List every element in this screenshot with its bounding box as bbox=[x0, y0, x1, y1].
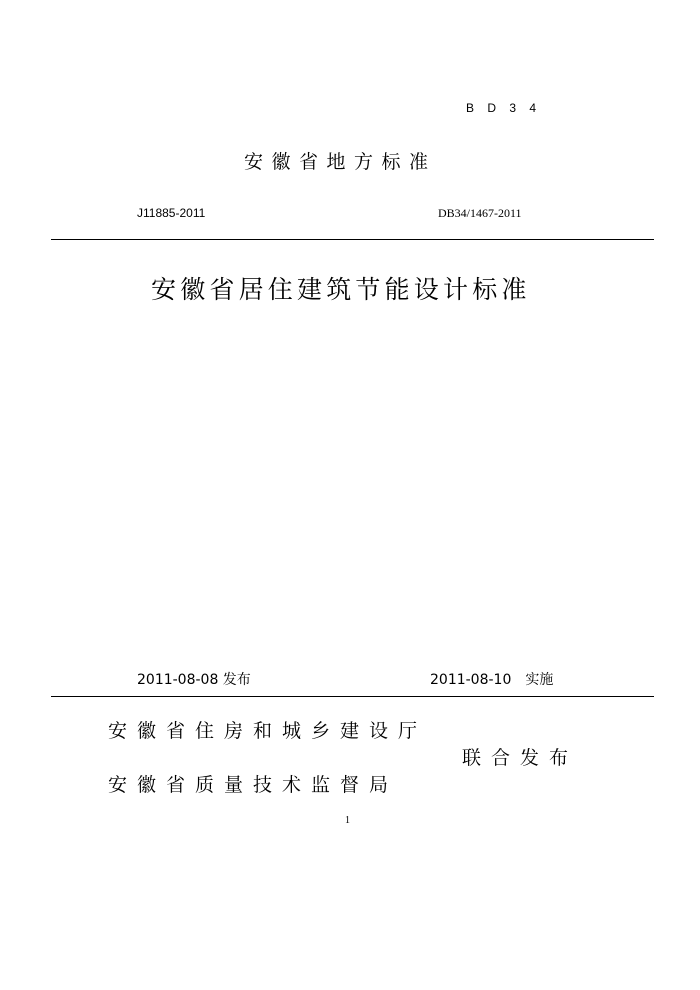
document-title: 安徽省居住建筑节能设计标准 bbox=[151, 275, 531, 304]
bottom-divider bbox=[51, 696, 654, 697]
standard-number: DB34/1467-2011 bbox=[438, 206, 522, 220]
classification-code: B D 3 4 bbox=[466, 101, 542, 115]
issuer-quality-bureau: 安徽省质量技术监督局 bbox=[108, 774, 399, 796]
publish-date: 2011-08-08 发布 bbox=[137, 672, 251, 688]
record-number: J11885-2011 bbox=[137, 206, 206, 220]
implement-date: 2011-08-10 实施 bbox=[430, 672, 554, 688]
top-divider bbox=[51, 239, 654, 240]
joint-publish-label: 联合发布 bbox=[462, 747, 579, 769]
standard-type-heading: 安徽省地方标准 bbox=[244, 151, 437, 173]
page-number: 1 bbox=[345, 815, 350, 826]
issuer-housing-department: 安徽省住房和城乡建设厅 bbox=[108, 720, 428, 742]
